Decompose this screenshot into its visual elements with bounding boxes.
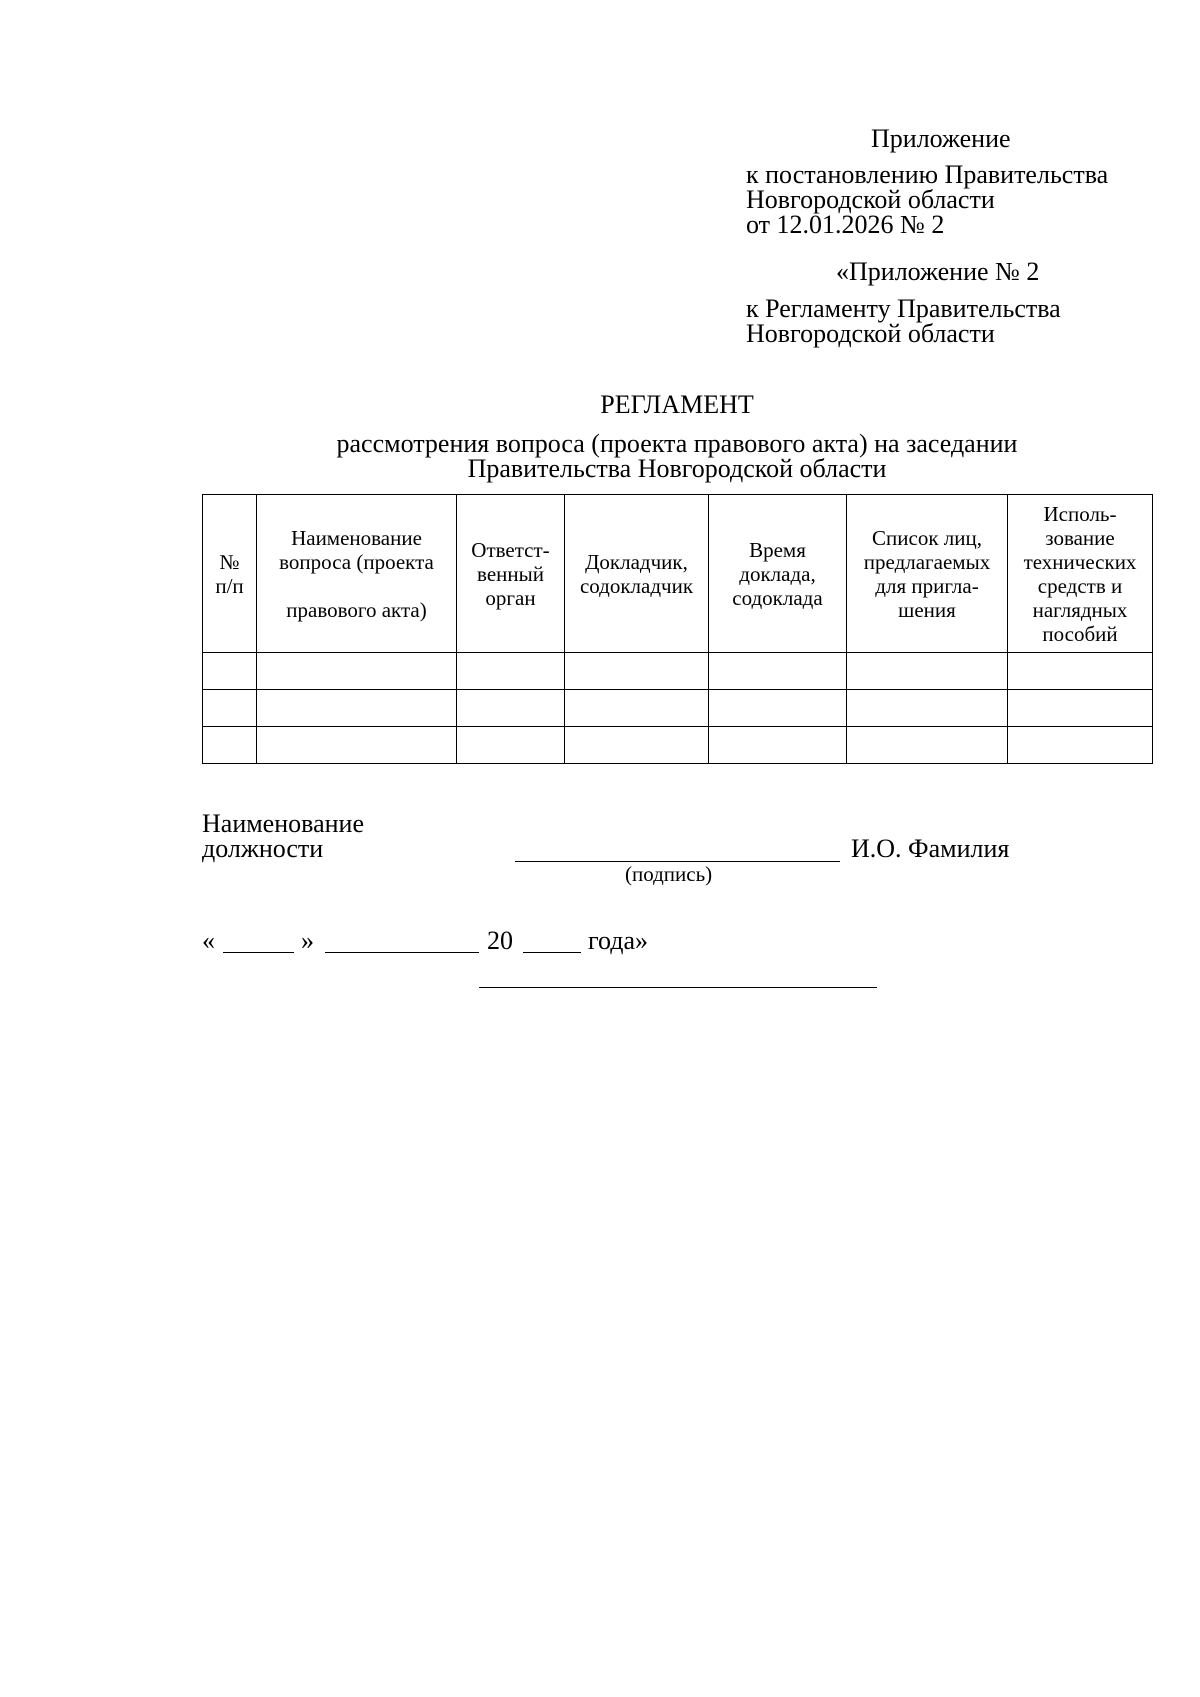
appendix-line-1: к постановлению Правительства: [746, 160, 1109, 189]
table-row: [203, 690, 1153, 727]
column-header-technical-means: Исполь- зование технических средств и наглядных пособий: [1008, 495, 1153, 653]
table-cell: [203, 653, 257, 690]
table-row: [203, 653, 1153, 690]
document-title: РЕГЛАМЕНТ: [600, 390, 754, 419]
table-cell: [709, 727, 847, 764]
table-cell: [847, 690, 1008, 727]
closing-rule: [479, 987, 877, 988]
document-subtitle-line-1: рассмотрения вопроса (проекта правового акта) на заседании: [336, 429, 1018, 458]
table-row: [203, 727, 1153, 764]
appendix2-heading: «Приложение № 2: [836, 257, 1040, 286]
table-cell: [1008, 653, 1153, 690]
date-month-line: [325, 952, 479, 953]
column-header-question: Наименование вопроса (проекта правового акта): [257, 495, 457, 653]
table-cell: [1008, 690, 1153, 727]
position-label-line-2: должности: [202, 834, 324, 863]
table-cell: [565, 653, 709, 690]
table-cell: [709, 690, 847, 727]
table-cell: [457, 690, 565, 727]
column-header-invitees: Список лиц, предлагаемых для пригла- шения: [847, 495, 1008, 653]
table-cell: [457, 727, 565, 764]
table-cell: [203, 727, 257, 764]
table-cell: [257, 653, 457, 690]
table-cell: [257, 690, 457, 727]
date-century: 20: [487, 926, 513, 955]
table-cell: [565, 727, 709, 764]
appendix-line-2: Новгородской области: [746, 185, 995, 214]
regulation-table: [202, 494, 1153, 764]
column-header-responsible: Ответст- венный орган: [457, 495, 565, 653]
date-day-line: [223, 952, 294, 953]
date-year-line: [523, 952, 581, 953]
table-cell: [257, 727, 457, 764]
table-header-row: [203, 495, 1153, 653]
appendix-heading: Приложение: [871, 124, 1011, 153]
table-cell: [203, 690, 257, 727]
date-open-quote: «: [202, 926, 215, 955]
column-header-number: № п/п: [203, 495, 257, 653]
table-cell: [709, 653, 847, 690]
date-suffix: года»: [588, 926, 649, 955]
appendix2-line-1: к Регламенту Правительства: [746, 294, 1061, 323]
signature-caption: (подпись): [625, 862, 713, 886]
position-label-line-1: Наименование: [202, 809, 364, 838]
date-close-quote: »: [301, 926, 314, 955]
signer-name: И.О. Фамилия: [851, 834, 1010, 863]
column-header-time: Время доклада, содоклада: [709, 495, 847, 653]
column-header-speaker: Докладчик, содокладчик: [565, 495, 709, 653]
document-subtitle-line-2: Правительства Новгородской области: [467, 454, 887, 483]
table-cell: [457, 653, 565, 690]
appendix-line-3: от 12.01.2026 № 2: [746, 210, 945, 239]
appendix2-line-2: Новгородской области: [746, 319, 995, 348]
table-cell: [847, 727, 1008, 764]
table-cell: [565, 690, 709, 727]
table-cell: [847, 653, 1008, 690]
table-cell: [1008, 727, 1153, 764]
